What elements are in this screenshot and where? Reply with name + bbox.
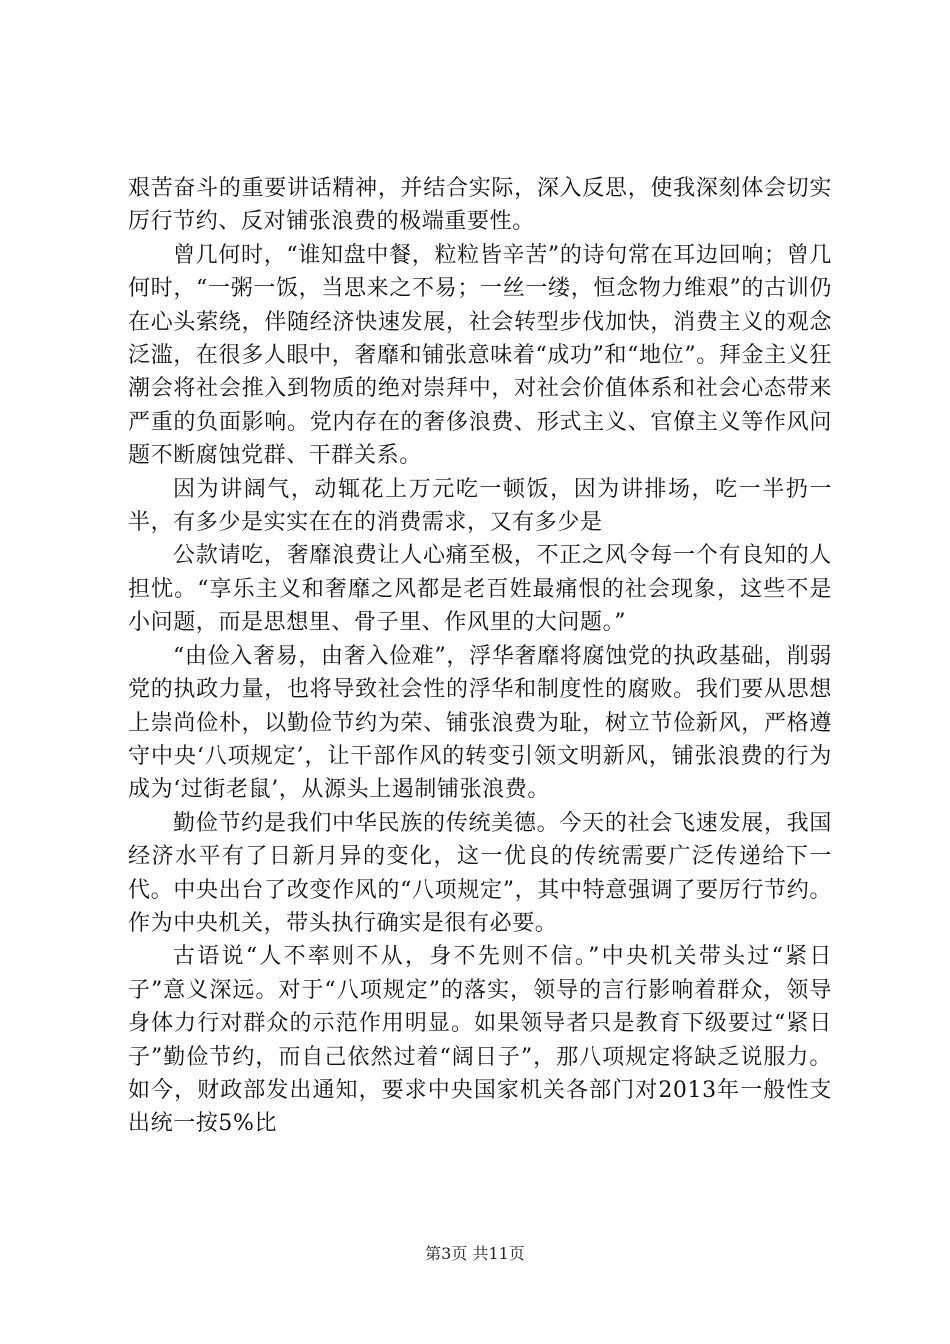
paragraph-3: 因为讲阔气，动辄花上万元吃一顿饭，因为讲排场，吃一半扔一半，有多少是实实在在的消费需求，又有多少是	[128, 476, 832, 536]
paragraph-6: 勤俭节约是我们中华民族的传统美德。今天的社会飞速发展，我国经济水平有了日新月异的变化，这一优良的传统需要广泛传递给下一代。中央出台了改变作风的“八项规定”，其中特意强调了要厉行节约。作为中央机关，带头执行确实是很有必要。	[128, 810, 832, 936]
document-body	[128, 172, 832, 1141]
paragraph-4: 公款请吃，奢靡浪费让人心痛至极，不正之风令每一个有良知的人担忧。“享乐主义和奢靡之风都是老百姓最痛恨的社会现象，这些不是小问题，而是思想里、骨子里、作风里的大问题。”	[128, 543, 832, 636]
paragraph-7: 古语说“人不率则不从，身不先则不信。”中央机关带头过“紧日子”意义深远。对于“八项规定”的落实，领导的言行影响着群众，领导身体力行对群众的示范作用明显。如果领导者只是教育下级要过“紧日子”勤俭节约，而自己依然过着“阔日子”，那八项规定将缺乏说服力。如今，财政部发出通知，要求中央国家机关各部门对2013年一般性支出统一按5%比	[128, 944, 832, 1137]
paragraph-2: 曾几何时，“谁知盘中餐，粒粒皆辛苦”的诗句常在耳边回响；曾几何时，“一粥一饭，当思来之不易；一丝一缕，恒念物力维艰”的古训仍在心头萦绕，伴随经济快速发展，社会转型步伐加快，消费主义的观念泛滥，在很多人眼中，奢靡和铺张意味着“成功”和“地位”。拜金主义狂潮会将社会推入到物质的绝对崇拜中，对社会价值体系和社会心态带来严重的负面影响。党内存在的奢侈浪费、形式主义、官僚主义等作风问题不断腐蚀党群、干群关系。	[128, 242, 832, 469]
paragraph-1: 艰苦奋斗的重要讲话精神，并结合实际，深入反思，使我深刻体会切实厉行节约、反对铺张浪费的极端重要性。	[128, 176, 832, 235]
paragraph-5: “由俭入奢易，由奢入俭难”，浮华奢靡将腐蚀党的执政基础，削弱党的执政力量，也将导致社会性的浮华和制度性的腐败。我们要从思想上崇尚俭朴，以勤俭节约为荣、铺张浪费为耻，树立节俭新风，严格遵守中央‘八项规定’，让干部作风的转变引领文明新风，铺张浪费的行为成为‘过街老鼠’，从源头上遏制铺张浪费。	[128, 643, 832, 803]
page-number-footer: 第3页 共11页	[425, 1244, 525, 1263]
